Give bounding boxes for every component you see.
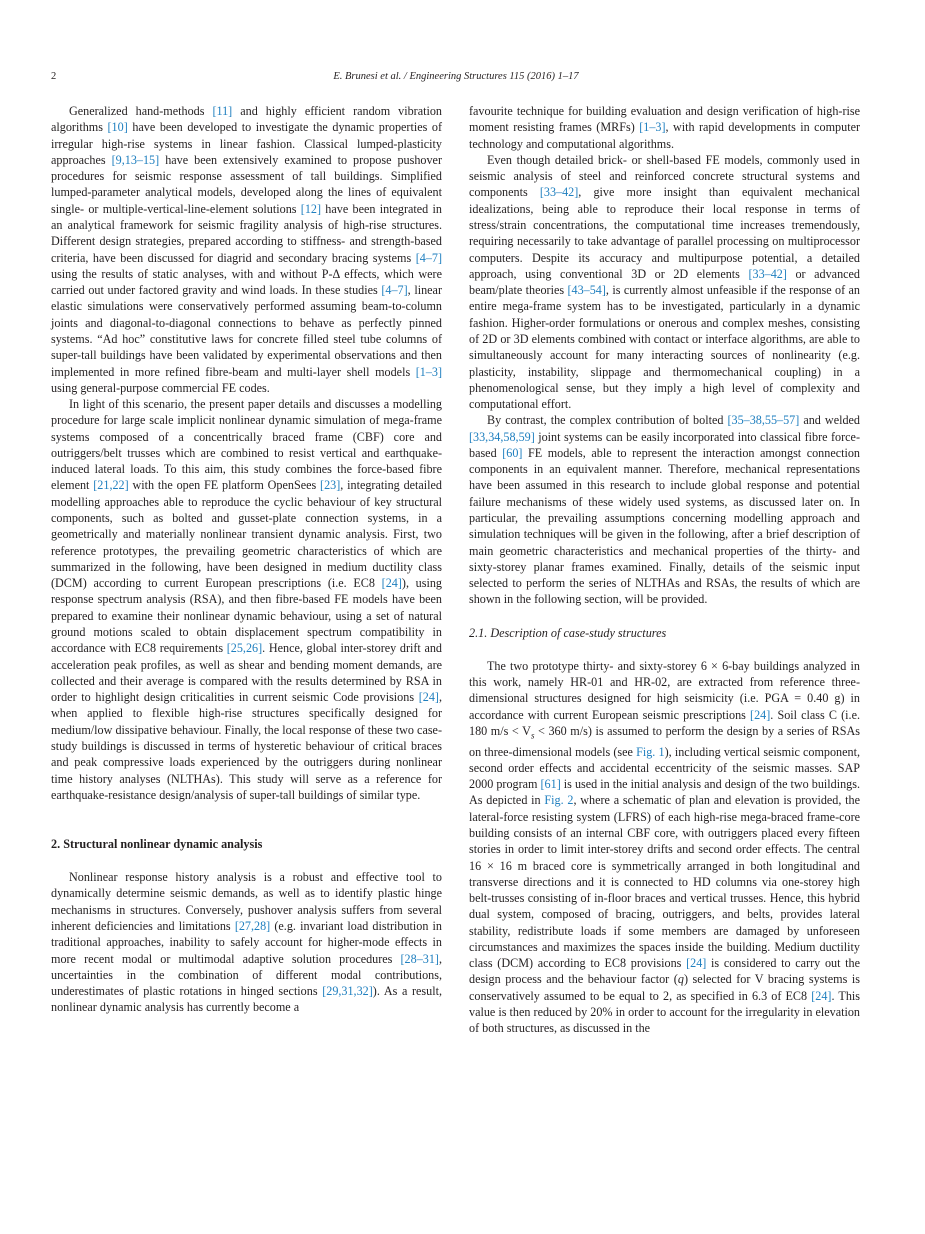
citation-link[interactable]: [35–38,55–57] [727,413,800,428]
page-header [51,71,861,87]
citation-link[interactable]: [4–7] [381,283,408,298]
left-paragraph-3: Nonlinear response history analysis is a robust and effective tool to dynamically determine seismic demands, as well as to identify plastic hinge mechanisms in structures. Conversely, pushover analysis suffers from several inherent deficiencies and limitations [27,28] (e.g. invariant load distribution in traditional approaches, inability to safely account for higher-mode effects in more recent modal or multimodal adaptive solution procedures [28–31], uncertainties in the combination of different modal contributions, underestimates of plastic rotations in hinged sections [29,31,32]). As a result, nonlinear dynamic analysis has currently become a [51,870,443,1015]
citation-link[interactable]: [25,26] [226,641,263,656]
section-heading: 2. Structural nonlinear dynamic analysis [51,837,263,852]
citation-link[interactable]: [24] [686,956,707,971]
citation-link[interactable]: [4–7] [415,250,442,265]
citation-link[interactable]: [1–3] [639,120,666,135]
citation-link[interactable]: [43–54] [567,283,606,298]
subsection-heading: 2.1. Description of case-study structures [469,625,667,640]
figure-link[interactable]: Fig. 1 [636,744,665,759]
citation-link[interactable]: [21,22] [93,478,129,493]
citation-link[interactable]: [11] [212,104,233,118]
citation-link[interactable]: [23] [320,478,341,493]
right-column [469,103,860,1037]
subscript-s: s [530,730,535,741]
citation-link[interactable]: [33–42] [748,266,787,281]
left-column [51,103,442,1016]
page-number: 2 [51,71,57,82]
citation-link[interactable]: [60] [502,445,523,460]
citation-link[interactable]: [33,34,58,59] [469,429,535,444]
citation-link[interactable]: [24] [381,576,402,591]
left-paragraph-1: Generalized hand-methods [11] and highly efficient random vibration algorithms [10] have been developed to investigate the dynamic properties of irregular high-rise systems in linear fashion. Classical lumped-plasticity approaches [9,13–15] have been extensively examined to propose pushover procedures for seismic response assessment of tall buildings. Simplified lumped-parameter analytical models, developed along the lines of equivalent single- or multiple-vertical-line-element solutions [12] have been integrated in an analytical framework for seismic fragility analysis of high-rise structures. Different design strategies, prepared according to stiffness- and strength-based criteria, have been discussed for diagrid and secondary bracing systems [4–7] using the results of static analyses, with and without P-Δ effects, which were carried out under factored gravity and wind loads. In these studies [4–7], linear elastic simulations were conservatively performed assuming beam-to-column joints and diagonal-to-diagonal connections to behave as perfectly pinned systems. “Ad hoc” constitutive laws for concrete filled steel tube columns of super-tall buildings have been validated by experimental observations and then implemented in more refined fibre-beam and multi-layer shell models [1–3] using general-purpose commercial FE codes. [51,104,443,395]
right-paragraph-3: By contrast, the complex contribution of bolted [35–38,55–57] and welded [33,34,58,59] joint systems can be easily incorporated into classical fibre force-based [60] FE models, able to represent the interaction amongst connection components in an equivalent manner. Therefore, mechanical representations have been assumed in this research to include global response and potential failure mechanisms of these widely used systems, as discussed later on. In particular, the prevailing assumptions concerning modelling approach and simulation techniques will be given in the following, after a brief description of main geometric characteristics and mechanical properties of the thirty- and sixty-storey planar frames examined. Finally, details of the seismic input selected to perform the series of NLTHAs and RSAs, the results of which are shown in the following section, will be provided. [469,413,860,607]
citation-link[interactable]: [24] [811,988,832,1003]
citation-link[interactable]: [1–3] [415,364,442,379]
right-paragraph-4: The two prototype thirty- and sixty-storey 6 × 6-bay buildings analyzed in this work, namely HR-01 and HR-02, are extracted from reference three-dimensional structures designed for high seismicity (i.e. PGA = 0.40 g) in accordance with current European seismic prescriptions [24]. Soil class C (i.e. 180 $m/s < V_s < 360$ m/s) is assumed to perform the design by a series of RSAs on three-dimensional models (see Fig. 1), including vertical seismic component, second order effects and accidental eccentricity of the seismic masses. SAP 2000 program [61] is used in the initial analysis and design of the two buildings. As depicted in Fig. 2, where a schematic of plan and elevation is provided, the lateral-force resisting system (LFRS) of each high-rise mega-braced frame-core building consists of an internal CBF core, with outriggers placed every fifteen stories in order to limit inter-storey drifts and second order effects. The central 16 × 16 m braced core is symmetrically arranged in both longitudinal and transverse directions and it is connected to HD columns via one-storey high belt-trusses consisting of in-floor braces and vertical trusses. Hence, this hybrid dual system, composed of bracing, outriggers, and belts, provides lateral stability, redistribute loads if some members are damaged by unforeseen circumstances and maximizes the spaces inside the building. Medium ductility class (DCM) according to EC8 provisions [24] is considered to carry out the design process and the behaviour factor (q) selected for V bracing systems is conservatively assumed to be equal to 2, as specified in 6.3 of EC8 [24]. This value is then reduced by 20% in order to account for the irregularity in elevation of both structures, as discussed in the [469,658,860,1036]
right-paragraph-1: favourite technique for building evaluation and design verification of high-rise moment resisting frames (MRFs) [1–3], with rapid developments in computer technology and computational algorithms. [469,104,861,151]
citation-link[interactable]: [9,13–15] [111,152,160,167]
citation-link[interactable]: [10] [107,120,128,135]
running-title: E. Brunesi et al. / Engineering Structures 115 (2016) 1–17 [333,71,579,82]
citation-link[interactable]: [28–31] [400,951,439,966]
citation-link[interactable]: [24] [418,690,439,705]
citation-link[interactable]: [29,31,32] [322,984,373,999]
symbol-q: q [677,972,684,987]
citation-link[interactable]: [33–42] [539,185,579,200]
citation-link[interactable]: [12] [300,201,322,216]
citation-link[interactable]: [61] [540,777,561,792]
right-paragraph-2: Even though detailed brick- or shell-based FE models, commonly used in seismic analysis of steel and reinforced concrete structural systems and components [33–42], give more insight than equivalent mechanical idealizations, being able to reproduce their local response in terms of stress/strain concentrations, the computational time increases tremendously, requiring necessarily to take advantage of parallel processing on multiprocessor computers. Despite its accuracy and multipurpose potential, a detailed approach, using conventional 3D or 2D elements [33–42] or advanced beam/plate theories [43–54], is currently almost unfeasible if the response of an entire mega-frame system has to be investigated, particularly in a dynamic fashion. Higher-order formulations or onerous and complex meshes, consisting of 2D or 3D elements combined with contact or interface algorithms, are able to simultaneously account for many interacting sources of nonlinearity (e.g. plasticity, instability, slippage and thermomechanical coupling) in a phenomenological sense, but they imply a high level of complexity and computational effort. [469,152,860,412]
citation-link[interactable]: [24] [750,707,771,722]
figure-link[interactable]: Fig. 2 [544,793,574,808]
citation-link[interactable]: [27,28] [234,918,271,933]
left-paragraph-2: In light of this scenario, the present paper details and discusses a modelling procedure for large scale implicit nonlinear dynamic simulation of mega-frame systems composed of a concentrically braced frame (CBF) core and outriggers/belt trusses which are combined to resist vertical and earthquake-induced lateral loads. To this aim, this study combines the force-based fibre element [21,22] with the open FE platform OpenSees [23], integrating detailed modelling approaches able to reproduce the cyclic behaviour of key structural components, such as bolted and gusset-plate connection systems, in a geometrically and materially nonlinear transient dynamic analysis. First, two reference prototypes, the prevailing geometric characteristics of which are summarized in the following, have been designed in medium ductility class (DCM) according to current European prescriptions (i.e. EC8 [24]), using response spectrum analysis (RSA), and then fibre-based FE models have been prepared to examine their nonlinear dynamic behaviour, using a set of natural ground motions scaled to obtain displacement spectrum compatibility in accordance with EC8 requirements [25,26]. Hence, global inter-storey drift and acceleration peak profiles, as well as shear and bending moment demands, are collected and their average is compared with the results determined by RSA in order to highlight design criticalities in current seismic Code provisions [24], when applied to flexible high-rise structures specifically designed for medium/low dissipative behaviour. Finally, the local response of these two case-study buildings is discussed in terms of hysteretic behaviour of critical braces and peak compressive loads experienced by the outriggers during nonlinear time history analyses (NLTHAs). This study will serve as a reference for earthquake-resistance design/analysis of super-tall buildings of similar type. [51,397,442,802]
